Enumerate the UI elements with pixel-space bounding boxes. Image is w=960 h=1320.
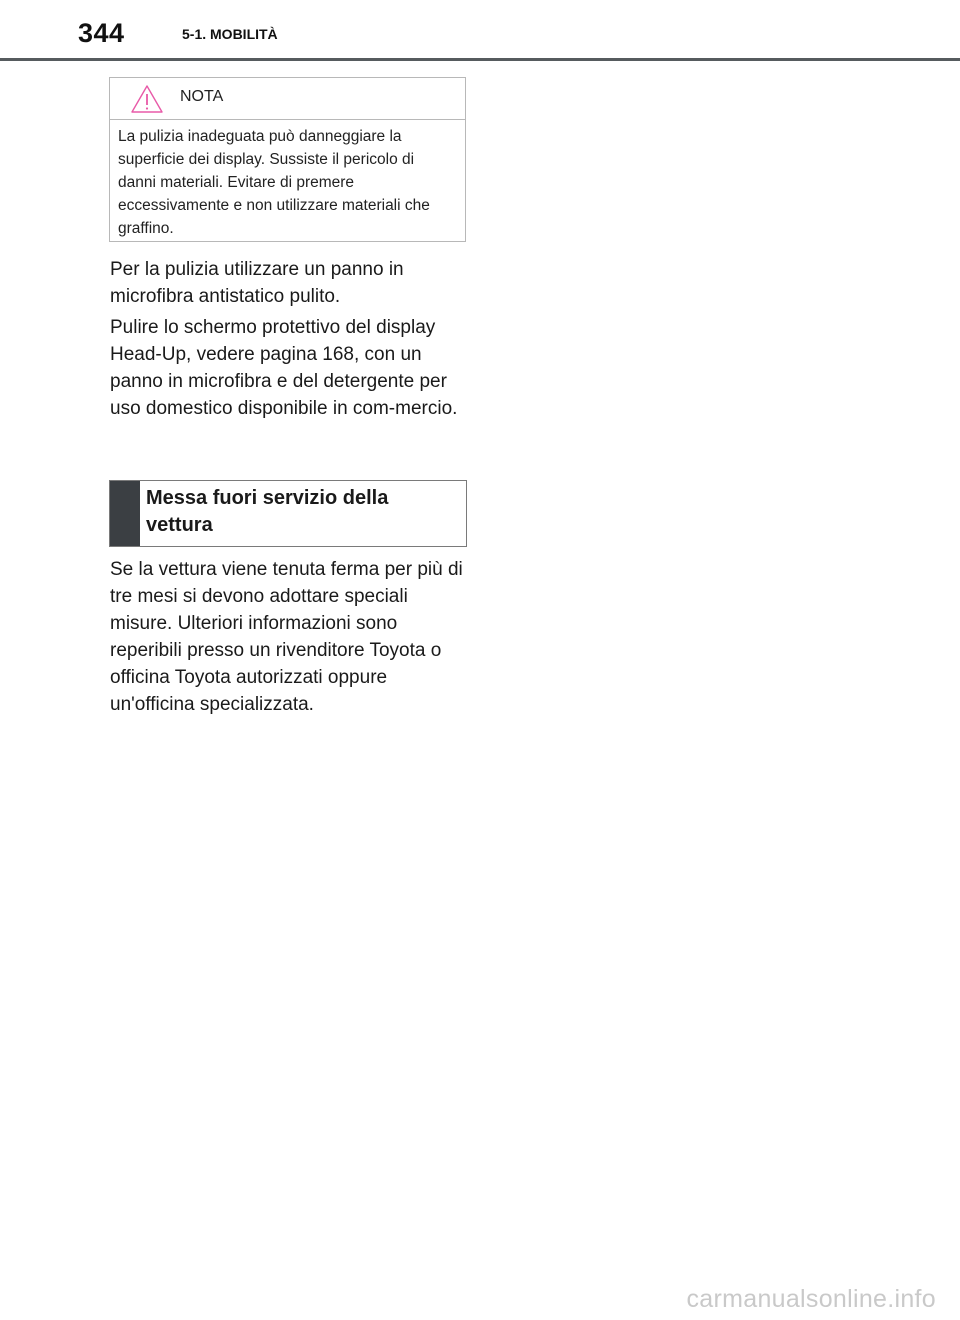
note-title: NOTA (180, 88, 224, 105)
warning-triangle-icon (130, 84, 164, 114)
paragraph-decommissioning: Se la vettura viene tenuta ferma per più di tre mesi si devono adottare speciali misure. Ulteriori informazioni sono reperibili presso un rivenditore Toyota o officina Toyota autorizzati oppure un'officina specializzata. (110, 559, 463, 715)
header-divider (0, 58, 960, 61)
note-box (109, 77, 466, 242)
watermark: carmanualsonline.info (686, 1285, 936, 1313)
section-heading: Messa fuori servizio della vettura (146, 487, 389, 536)
paragraph-head-up-display: Pulire lo schermo protettivo del display Head-Up, vedere pagina 168, con un panno in microfibra e del detergente per uso domestico disponibile in com-mercio. (110, 317, 458, 419)
heading-accent-bar (110, 481, 140, 546)
section-heading-box (109, 480, 467, 547)
note-header (110, 78, 465, 120)
page-number: 344 (78, 18, 125, 48)
note-text: La pulizia inadeguata può danneggiare la superficie dei display. Sussiste il pericolo di danni materiali. Evitare di premere eccessivamente e non utilizzare materiali che graffino. (118, 128, 430, 237)
paragraph-cleaning-cloth: Per la pulizia utilizzare un panno in microfibra antistatico pulito. (110, 259, 404, 307)
section-title: 5-1. MOBILITÀ (182, 26, 278, 42)
page-header (0, 0, 960, 62)
